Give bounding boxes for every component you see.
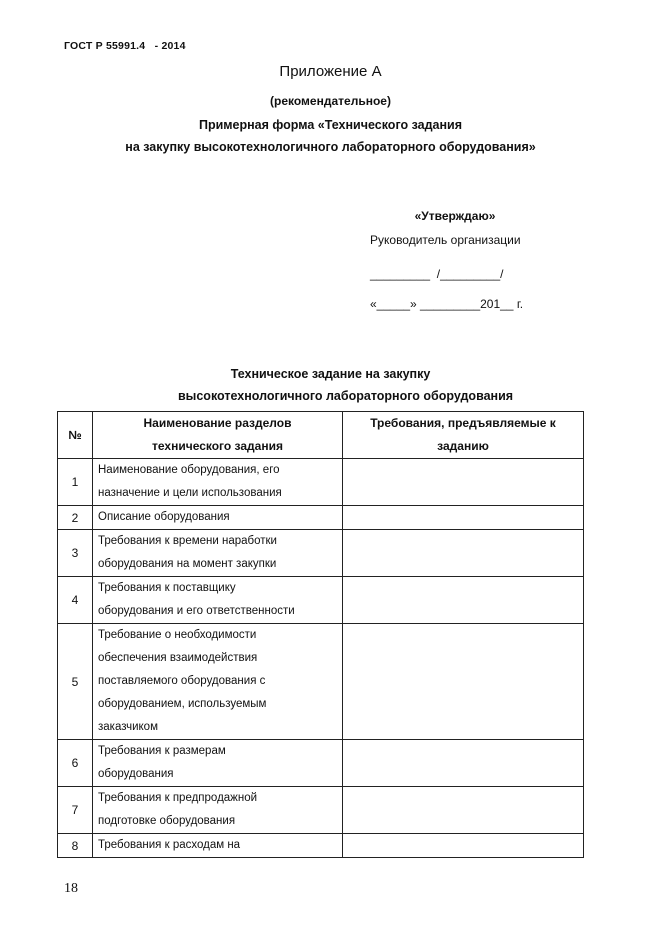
table-row (58, 459, 584, 506)
table-row (58, 577, 584, 624)
table-row (58, 624, 584, 740)
table-row (58, 506, 584, 530)
column-header-requirements: Требования, предъявляемые к заданию (343, 412, 584, 459)
row-section-name (93, 577, 343, 624)
section-name-line: оборудования (98, 768, 174, 780)
page-number: 18 (64, 881, 78, 896)
row-requirement-cell (343, 787, 584, 834)
row-section-name (93, 624, 343, 740)
section-name-line: Требования к расходам на (98, 839, 241, 851)
annex-subtitle-line2: на закупку высокотехнологичного лабораторного оборудования» (125, 140, 536, 154)
row-requirement-cell (343, 530, 584, 577)
table-title-line2: высокотехнологичного лабораторного оборудования (178, 389, 514, 403)
section-name-line: Требования к размерам (98, 745, 226, 757)
row-section-name (93, 834, 343, 858)
row-number: 2 (58, 506, 93, 530)
row-requirement-cell (343, 506, 584, 530)
annex-status: (рекомендательное) (270, 94, 391, 108)
annex-subtitle-line1: Примерная форма «Технического задания (198, 118, 463, 132)
section-name-line: назначение и цели использования (98, 487, 282, 499)
section-name-line: заказчиком (98, 721, 158, 733)
row-requirement-cell (343, 624, 584, 740)
table-title-line1: Техническое задание на закупку (230, 367, 431, 381)
row-section-name (93, 740, 343, 787)
row-section-name (93, 787, 343, 834)
section-name-line: Описание оборудования (98, 511, 230, 523)
row-requirement-cell (343, 834, 584, 858)
table-row (58, 530, 584, 577)
approval-title: «Утверждаю» (414, 209, 496, 223)
section-name-line: Требование о необходимости (98, 629, 257, 641)
annex-title: Приложение А (279, 63, 382, 80)
table-row (58, 834, 584, 858)
section-name-line: Требования к времени наработки (98, 535, 277, 547)
row-section-name (93, 459, 343, 506)
section-name-line: Требования к предпродажной (98, 792, 258, 804)
column-header-section-name: Наименование разделов технического задания (93, 412, 343, 459)
section-name-line: поставляемого оборудования с (98, 675, 266, 687)
section-name-line: оборудования и его ответственности (98, 605, 295, 617)
requirements-table (57, 411, 584, 858)
row-requirement-cell (343, 740, 584, 787)
approval-date-line: «_____» _________201__ г. (370, 297, 524, 311)
standard-header: ГОСТ Р 55991.4 - 2014 (64, 40, 186, 52)
row-number: 3 (58, 530, 93, 577)
section-name-line: оборудованием, используемым (98, 698, 267, 710)
row-number: 8 (58, 834, 93, 858)
table-row (58, 787, 584, 834)
column-header-number: № (58, 412, 93, 459)
table-row (58, 740, 584, 787)
section-name-line: оборудования на момент закупки (98, 558, 277, 570)
section-name-line: подготовке оборудования (98, 815, 236, 827)
row-number: 7 (58, 787, 93, 834)
row-requirement-cell (343, 459, 584, 506)
row-requirement-cell (343, 577, 584, 624)
section-name-line: Наименование оборудования, его (98, 464, 280, 476)
row-number: 5 (58, 624, 93, 740)
section-name-line: Требования к поставщику (98, 582, 236, 594)
row-number: 1 (58, 459, 93, 506)
approval-signature-line: _________ /_________/ (370, 267, 504, 281)
table-header-row (58, 412, 584, 459)
row-section-name (93, 530, 343, 577)
section-name-line: обеспечения взаимодействия (98, 652, 258, 664)
row-number: 6 (58, 740, 93, 787)
row-number: 4 (58, 577, 93, 624)
row-section-name (93, 506, 343, 530)
approval-position: Руководитель организации (370, 233, 521, 247)
